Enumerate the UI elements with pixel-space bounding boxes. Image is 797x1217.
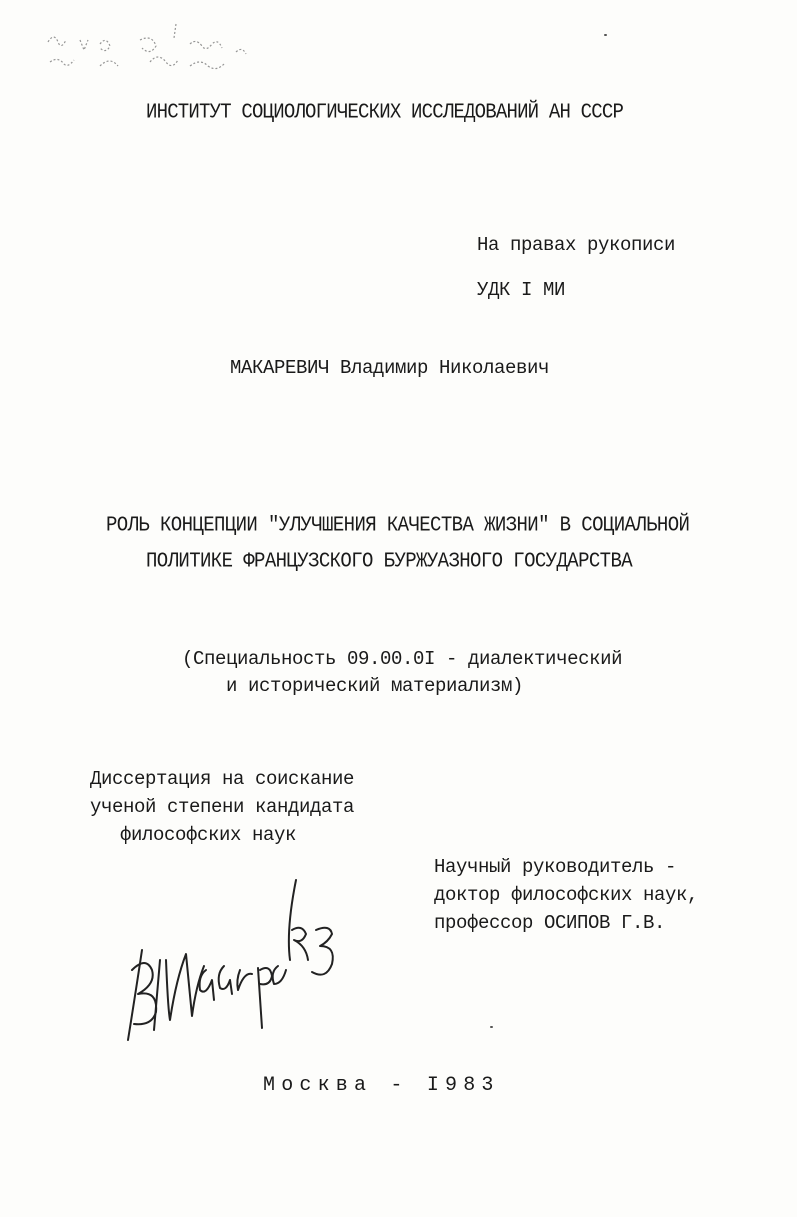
- specialty-line-1: (Специальность 09.00.0I - диалектический: [182, 648, 623, 670]
- supervisor-line-2: доктор философских наук,: [434, 884, 699, 906]
- scan-speck: [490, 1026, 493, 1028]
- institute-name: ИНСТИТУТ СОЦИОЛОГИЧЕСКИХ ИССЛЕДОВАНИЙ АН СССР: [146, 99, 624, 125]
- specialty-line-2: и исторический материализм): [226, 675, 524, 697]
- thesis-title-line-1: РОЛЬ КОНЦЕПЦИИ "УЛУЧШЕНИЯ КАЧЕСТВА ЖИЗНИ" В СОЦИАЛЬНОЙ: [106, 512, 690, 538]
- dissertation-line-1: Диссертация на соискание: [90, 768, 355, 790]
- author-name: МАКАРЕВИЧ Владимир Николаевич: [230, 357, 550, 379]
- thesis-title-line-2: ПОЛИТИКЕ ФРАНЦУЗСКОГО БУРЖУАЗНОГО ГОСУДАРСТВА: [146, 548, 633, 574]
- scan-speck: [604, 34, 607, 36]
- handwritten-stamp-icon: [40, 22, 270, 82]
- supervisor-line-1: Научный руководитель -: [434, 856, 677, 878]
- dissertation-line-2: ученой степени кандидата: [90, 796, 355, 818]
- manuscript-rights: На правах рукописи: [477, 234, 676, 256]
- signature-icon: [120, 870, 350, 1050]
- dissertation-line-3: философских наук: [120, 824, 297, 846]
- city-and-year: Москва - I983: [263, 1074, 500, 1097]
- supervisor-line-3: профессор ОСИПОВ Г.В.: [434, 912, 666, 934]
- udk-code: УДК I МИ: [477, 279, 566, 301]
